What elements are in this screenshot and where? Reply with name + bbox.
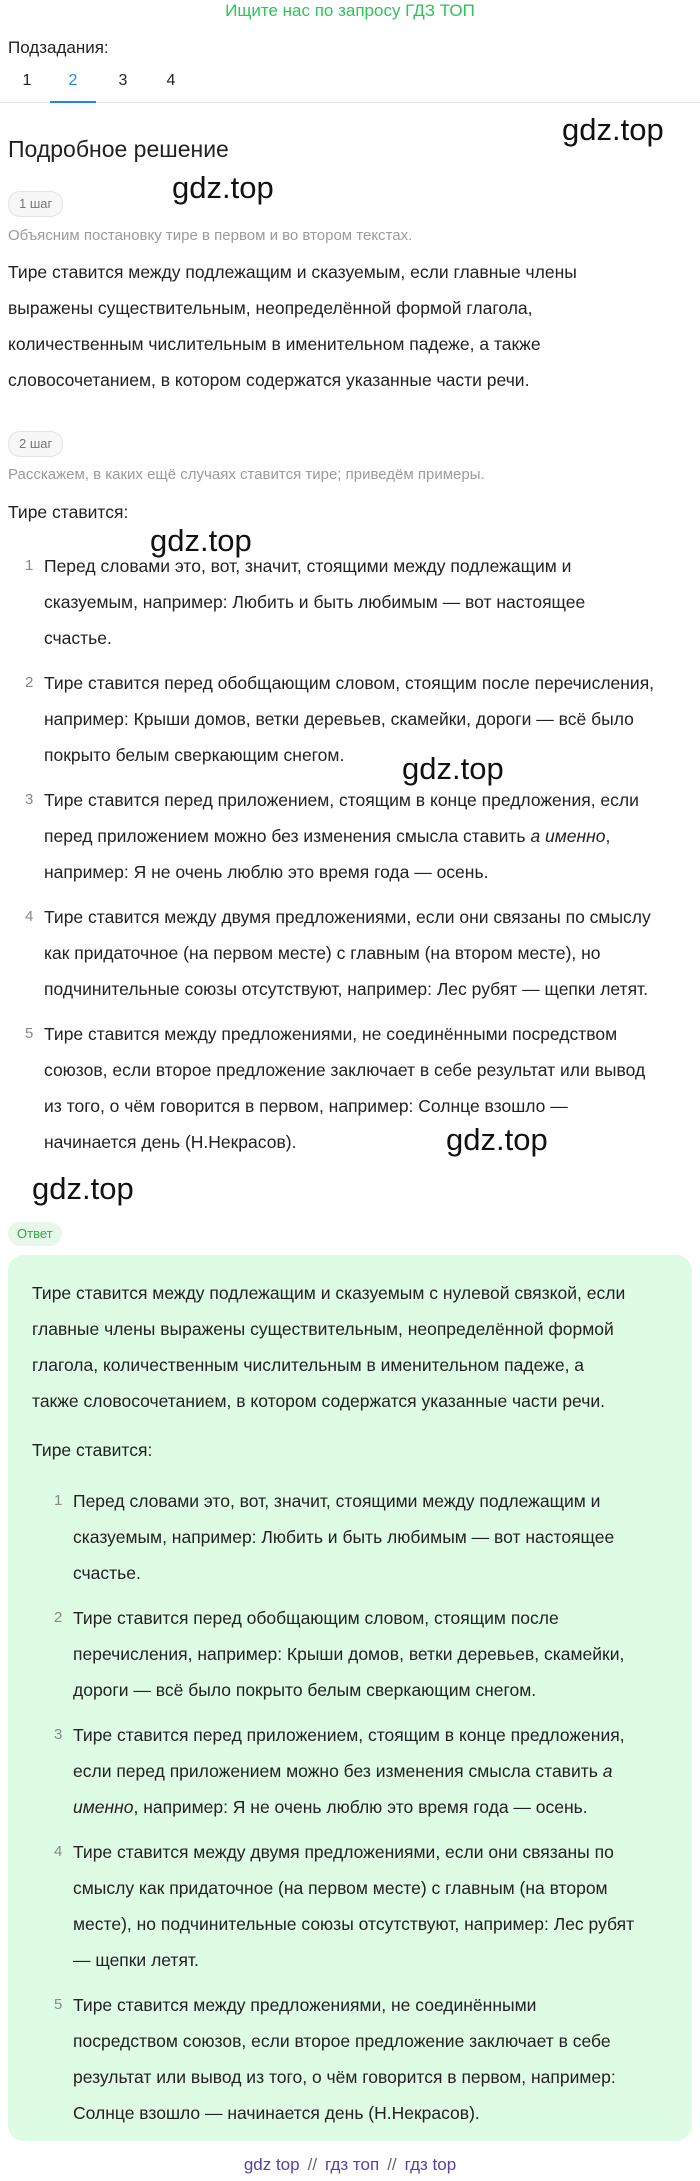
- answer-list-item: [54, 1600, 683, 1708]
- text-line: смыслу как придаточное (на первом месте) с главным (на втором: [73, 1878, 608, 1898]
- tab-1[interactable]: 1: [22, 72, 32, 89]
- text-line: дороги — всё было покрыто белым сверкающим снегом.: [73, 1680, 537, 1700]
- list-number: 2: [25, 674, 34, 691]
- text-line: Солнце взошло — начинается день (Н.Некрасов).: [73, 2103, 480, 2123]
- list-number: 1: [25, 557, 34, 574]
- text-line: счастье.: [73, 1563, 141, 1583]
- text-line: также словосочетанием, в котором содержатся указанные части речи.: [32, 1391, 605, 1411]
- text-line: подчинительные союзы отсутствуют, например: Лес рубят — щепки летят.: [44, 979, 648, 999]
- step-text: [8, 254, 688, 398]
- text-line: словосочетанием, в котором содержатся указанные части речи.: [8, 370, 530, 390]
- text-line: Тире ставится между двумя предложениями, если они связаны по смыслу: [44, 907, 651, 927]
- text-line: начинается день (Н.Некрасов).: [44, 1132, 297, 1152]
- text-line: как придаточное (на первом месте) с главным (на втором месте), но: [44, 943, 601, 963]
- watermark: gdz.top: [562, 112, 664, 147]
- tab-3[interactable]: 3: [118, 72, 128, 89]
- text-line: Тире ставится между двумя предложениями, если они связаны по: [73, 1842, 614, 1862]
- tab-4[interactable]: 4: [166, 72, 176, 89]
- section-title: Подробное решение: [8, 136, 229, 162]
- step-hint: Расскажем, в каких ещё случаях ставится тире; приведём примеры.: [8, 466, 485, 483]
- list-number: 4: [54, 1843, 63, 1860]
- footer-link[interactable]: гдз топ: [325, 2155, 380, 2174]
- text-line: например: Я не очень люблю это время года — осень.: [44, 862, 489, 882]
- text-line: выражены существительным, неопределённой формой глагола,: [8, 298, 533, 318]
- text-line: Тире ставится перед приложением, стоящим в конце предложения,: [73, 1725, 625, 1745]
- list-number: 1: [54, 1492, 63, 1509]
- text-span: перед приложением можно без изменения смысла ставить: [44, 826, 526, 846]
- footer-link[interactable]: gdz top: [243, 2155, 300, 2174]
- text-span: , например: Я не очень люблю это время года — осень.: [133, 1797, 588, 1817]
- list-item: [25, 665, 694, 773]
- text-line: Тире ставится перед приложением, стоящим в конце предложения, если: [44, 790, 639, 810]
- text-line: [73, 1753, 683, 1789]
- step-pill: 2 шаг: [8, 431, 63, 457]
- text-line: Тире ставится перед обобщающим словом, стоящим после перечисления,: [44, 673, 655, 693]
- text-line: Перед словами это, вот, значит, стоящими между подлежащим и: [73, 1491, 601, 1511]
- list-number: 2: [54, 1609, 63, 1626]
- text-line: например: Крыши домов, ветки деревьев, скамейки, дороги — всё было: [44, 709, 634, 729]
- italic-text: а именно: [530, 826, 606, 846]
- text-line: Перед словами это, вот, значит, стоящими между подлежащим и: [44, 556, 572, 576]
- watermark: gdz.top: [402, 751, 504, 786]
- answer-text: [32, 1275, 672, 1419]
- answer-list-item: [54, 1834, 683, 1978]
- answer-pill: Ответ: [8, 1222, 62, 1246]
- text-line: из того, о чём говорится в первом, например: Солнце взошло —: [44, 1096, 568, 1116]
- text-line: — щепки летят.: [73, 1950, 199, 1970]
- tab-2[interactable]: 2: [50, 66, 96, 103]
- text-line: перечисления, например: Крыши домов, ветки деревьев, скамейки,: [73, 1644, 625, 1664]
- text-line: глагола, количественным числительным в именительном падеже, а: [32, 1355, 585, 1375]
- list-number: 4: [25, 908, 34, 925]
- watermark: gdz.top: [150, 523, 252, 558]
- footer-link[interactable]: гдз top: [404, 2155, 457, 2174]
- text-line: месте), но подчинительные союзы отсутствуют, например: Лес рубят: [73, 1914, 635, 1934]
- text-line: покрыто белым сверкающим снегом.: [44, 745, 345, 765]
- list-number: 5: [54, 1996, 63, 2013]
- text-line: Тире ставится между предложениями, не соединёнными посредством: [44, 1024, 618, 1044]
- search-banner: Ищите нас по запросу ГДЗ ТОП: [225, 1, 475, 20]
- list-item: [25, 548, 694, 656]
- list-number: 3: [25, 791, 34, 808]
- text-line: количественным числительным в именительном падеже, а также: [8, 334, 541, 354]
- italic-text: именно: [73, 1797, 134, 1817]
- answer-list-item: [54, 1483, 683, 1591]
- subtask-tabs: [0, 66, 700, 103]
- watermark: gdz.top: [172, 170, 274, 205]
- text-span: ,: [605, 826, 611, 846]
- footer-separator: //: [387, 2155, 397, 2174]
- text-line: Тире ставится между подлежащим и сказуемым с нулевой связкой, если: [32, 1283, 626, 1303]
- watermark: gdz.top: [446, 1122, 548, 1157]
- italic-text: а: [602, 1761, 613, 1781]
- answer-list-item: [54, 1987, 683, 2131]
- text-line: счастье.: [44, 628, 112, 648]
- answer-list-intro: Тире ставится:: [32, 1440, 153, 1460]
- text-line: Тире ставится между подлежащим и сказуемым, если главные члены: [8, 262, 577, 282]
- text-line: результат или вывод из того, о чём говорится в первом, например:: [73, 2067, 616, 2087]
- text-line: союзов, если второе предложение заключает в себе результат или вывод: [44, 1060, 646, 1080]
- subtasks-label: Подзадания:: [8, 38, 109, 57]
- answer-box: [8, 1255, 692, 2141]
- text-line: Тире ставится между предложениями, не соединёнными: [73, 1995, 537, 2015]
- list-number: 5: [25, 1025, 34, 1042]
- answer-list-item: [54, 1717, 683, 1825]
- watermark: gdz.top: [32, 1171, 134, 1206]
- text-line: посредством союзов, если второе предложение заключает в себе: [73, 2031, 611, 2051]
- text-line: Тире ставится перед обобщающим словом, стоящим после: [73, 1608, 559, 1628]
- step-pill: 1 шаг: [8, 191, 63, 217]
- text-span: если перед приложением можно без изменения смысла ставить: [73, 1761, 598, 1781]
- footer-separator: //: [307, 2155, 318, 2174]
- list-number: 3: [54, 1726, 63, 1743]
- footer-links: [0, 2155, 700, 2175]
- list-item: [25, 782, 694, 890]
- text-line: [73, 1789, 683, 1825]
- text-line: главные члены выражены существительным, неопределённой формой: [32, 1319, 614, 1339]
- step-hint: Объясним постановку тире в первом и во втором текстах.: [8, 227, 413, 244]
- list-intro: Тире ставится:: [8, 502, 129, 522]
- list-item: [25, 1016, 694, 1160]
- text-line: [44, 818, 694, 854]
- list-item: [25, 899, 694, 1007]
- text-line: сказуемым, например: Любить и быть любимым — вот настоящее: [73, 1527, 615, 1547]
- text-line: сказуемым, например: Любить и быть любимым — вот настоящее: [44, 592, 586, 612]
